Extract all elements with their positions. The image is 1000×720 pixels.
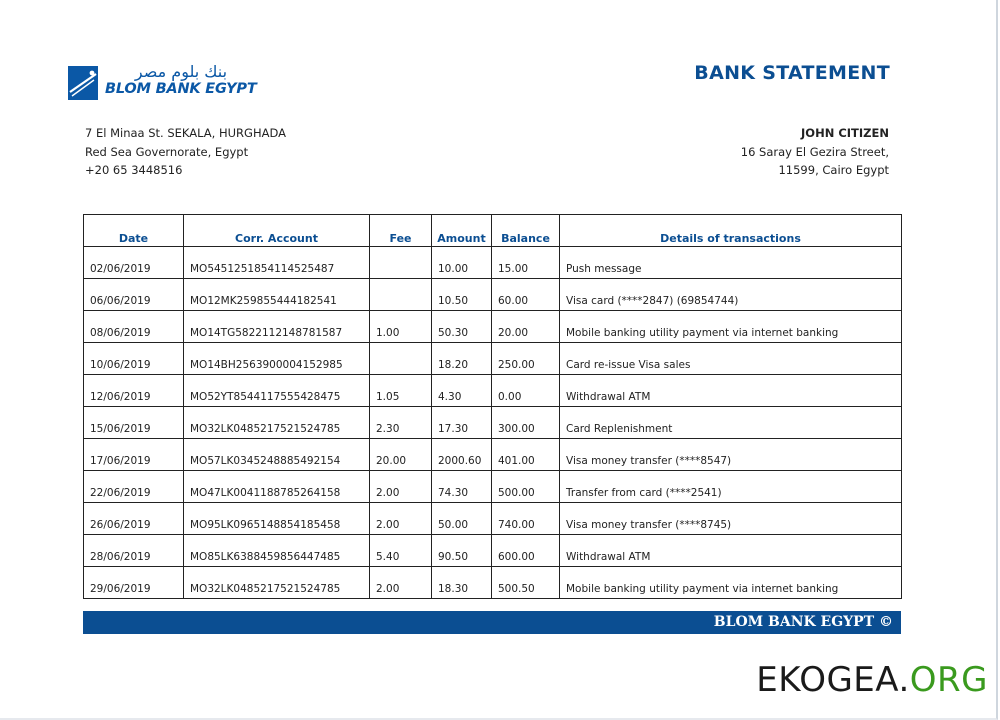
customer-address-line2: 11599, Cairo Egypt	[778, 163, 889, 177]
table-row	[84, 439, 902, 471]
cell-date: 29/06/2019	[84, 567, 184, 599]
header-amount: Amount	[432, 215, 492, 247]
cell-fee: 2.00	[370, 567, 432, 599]
table-row	[84, 407, 902, 439]
cell-details: Mobile banking utility payment via internet banking	[560, 567, 902, 599]
transactions-body	[84, 247, 902, 599]
cell-corr-account: MO57LK0345248885492154	[184, 439, 370, 471]
cell-fee: 2.00	[370, 503, 432, 535]
cell-balance: 0.00	[492, 375, 560, 407]
cell-balance: 500.50	[492, 567, 560, 599]
cell-amount: 50.30	[432, 311, 492, 343]
cell-balance: 20.00	[492, 311, 560, 343]
cell-corr-account: MO95LK0965148854185458	[184, 503, 370, 535]
customer-address-line1: 16 Saray El Gezira Street,	[740, 144, 889, 159]
cell-balance: 401.00	[492, 439, 560, 471]
bank-address-line1: 7 El Minaa St. SEKALA, HURGHADA	[85, 126, 286, 140]
table-row	[84, 375, 902, 407]
cell-date: 10/06/2019	[84, 343, 184, 375]
cell-corr-account: MO47LK0041188785264158	[184, 471, 370, 503]
header-details: Details of transactions	[560, 215, 902, 247]
cell-date: 06/06/2019	[84, 279, 184, 311]
table-row	[84, 535, 902, 567]
bank-latin-name: BLOM BANK EGYPT	[105, 81, 257, 97]
cell-balance: 300.00	[492, 407, 560, 439]
bank-logo-mark-icon	[68, 66, 98, 100]
header-corr-account: Corr. Account	[184, 215, 370, 247]
cell-amount: 4.30	[432, 375, 492, 407]
cell-fee: 1.05	[370, 375, 432, 407]
cell-corr-account: MO14TG5822112148781587	[184, 311, 370, 343]
cell-date: 08/06/2019	[84, 311, 184, 343]
footer-text: BLOM BANK EGYPT ©	[713, 614, 893, 630]
cell-fee: 20.00	[370, 439, 432, 471]
cell-balance: 60.00	[492, 279, 560, 311]
customer-name: JOHN CITIZEN	[801, 126, 889, 140]
transactions-table	[83, 214, 902, 599]
cell-corr-account: MO32LK0485217521524785	[184, 567, 370, 599]
table-row	[84, 471, 902, 503]
bank-address	[85, 124, 286, 180]
cell-date: 02/06/2019	[84, 247, 184, 279]
table-row	[84, 247, 902, 279]
cell-corr-account: MO32LK0485217521524785	[184, 407, 370, 439]
cell-amount: 18.30	[432, 567, 492, 599]
bank-arabic-name: بنك بلوم مصر	[134, 62, 228, 81]
cell-fee: 2.00	[370, 471, 432, 503]
cell-amount: 50.00	[432, 503, 492, 535]
table-header-row	[84, 215, 902, 247]
cell-date: 15/06/2019	[84, 407, 184, 439]
watermark	[756, 660, 988, 700]
cell-amount: 17.30	[432, 407, 492, 439]
cell-amount: 74.30	[432, 471, 492, 503]
cell-details: Visa money transfer (****8745)	[560, 503, 902, 535]
cell-details: Push message	[560, 247, 902, 279]
cell-details: Card re-issue Visa sales	[560, 343, 902, 375]
cell-corr-account: MO52YT8544117555428475	[184, 375, 370, 407]
bank-phone: +20 65 3448516	[85, 163, 183, 177]
cell-details: Visa card (****2847) (69854744)	[560, 279, 902, 311]
bank-logo	[68, 62, 258, 104]
cell-amount: 2000.60	[432, 439, 492, 471]
cell-fee: 5.40	[370, 535, 432, 567]
cell-balance: 500.00	[492, 471, 560, 503]
cell-amount: 90.50	[432, 535, 492, 567]
cell-balance: 250.00	[492, 343, 560, 375]
header-balance: Balance	[492, 215, 560, 247]
header-fee: Fee	[370, 215, 432, 247]
cell-balance: 740.00	[492, 503, 560, 535]
cell-corr-account: MO14BH2563900004152985	[184, 343, 370, 375]
cell-fee	[370, 343, 432, 375]
cell-amount: 10.00	[432, 247, 492, 279]
table-row	[84, 343, 902, 375]
cell-date: 28/06/2019	[84, 535, 184, 567]
cell-details: Card Replenishment	[560, 407, 902, 439]
table-row	[84, 503, 902, 535]
cell-amount: 10.50	[432, 279, 492, 311]
cell-fee: 2.30	[370, 407, 432, 439]
table-row	[84, 567, 902, 599]
document-title: BANK STATEMENT	[694, 62, 890, 84]
cell-balance: 600.00	[492, 535, 560, 567]
cell-date: 12/06/2019	[84, 375, 184, 407]
footer-bar	[83, 611, 901, 634]
cell-fee	[370, 247, 432, 279]
bank-address-line2: Red Sea Governorate, Egypt	[85, 144, 249, 159]
cell-corr-account: MO5451251854114525487	[184, 247, 370, 279]
cell-corr-account: MO12MK259855444182541	[184, 279, 370, 311]
cell-details: Withdrawal ATM	[560, 535, 902, 567]
cell-details: Mobile banking utility payment via internet banking	[560, 311, 902, 343]
watermark-part1: EKOGEA.	[756, 660, 910, 700]
cell-fee: 1.00	[370, 311, 432, 343]
watermark-part2: ORG	[909, 660, 988, 700]
cell-date: 26/06/2019	[84, 503, 184, 535]
cell-details: Transfer from card (****2541)	[560, 471, 902, 503]
cell-amount: 18.20	[432, 343, 492, 375]
cell-date: 17/06/2019	[84, 439, 184, 471]
cell-balance: 15.00	[492, 247, 560, 279]
table-row	[84, 279, 902, 311]
header-date: Date	[84, 215, 184, 247]
table-row	[84, 311, 902, 343]
cell-corr-account: MO85LK6388459856447485	[184, 535, 370, 567]
customer-address	[741, 124, 889, 180]
cell-details: Visa money transfer (****8547)	[560, 439, 902, 471]
cell-date: 22/06/2019	[84, 471, 184, 503]
cell-details: Withdrawal ATM	[560, 375, 902, 407]
cell-fee	[370, 279, 432, 311]
